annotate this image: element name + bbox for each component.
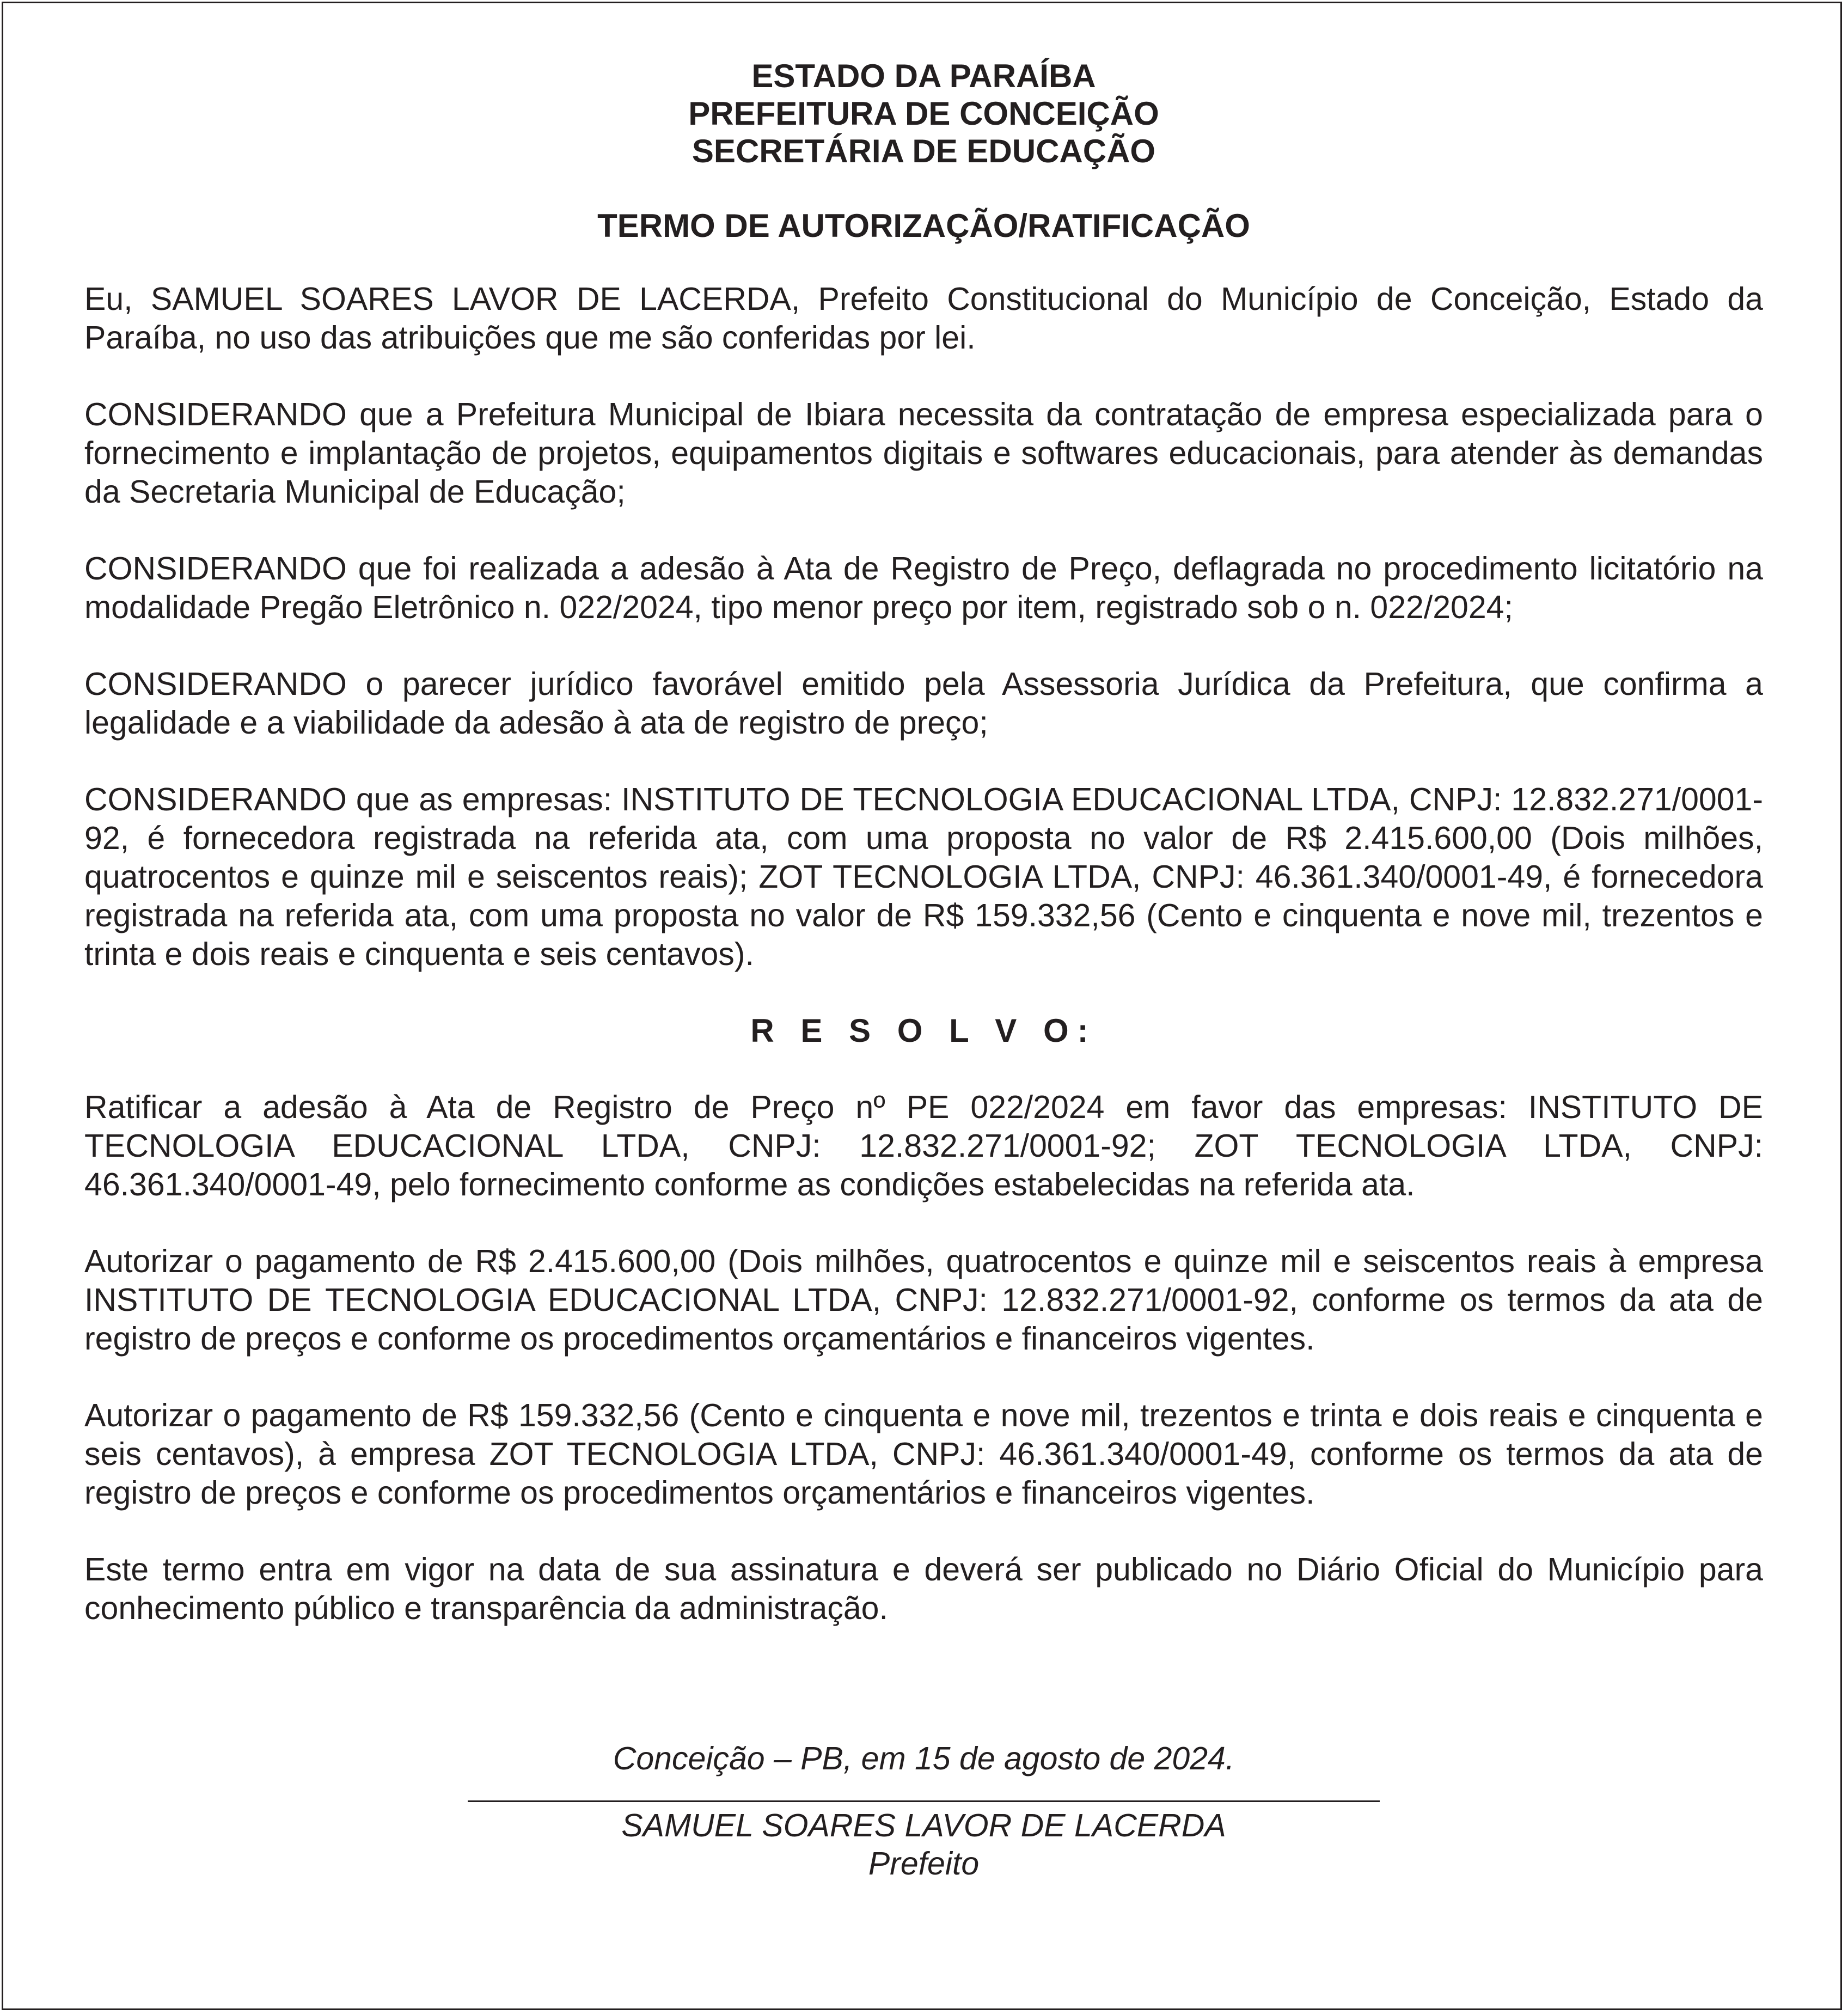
signer-role: Prefeito xyxy=(868,1846,980,1882)
header-secretariat: SECRETÁRIA DE EDUCAÇÃO xyxy=(692,133,1156,169)
document-title: TERMO DE AUTORIZAÇÃO/RATIFICAÇÃO xyxy=(597,207,1250,244)
intro-paragraph: Eu, SAMUEL SOARES LAVOR DE LACERDA, Prefeito Constitucional do Município de Conceição, Estado da Paraíba, no uso das atribuições que me são conferidas por lei. xyxy=(84,281,1763,356)
considerando-paragraph-1: CONSIDERANDO que a Prefeitura Municipal de Ibiara necessita da contratação de empresa especializada para o fornecimento e implantação de projetos, equipamentos digitais e softwares educacionais, para atender às demandas da Secretaria Municipal de Educação; xyxy=(84,396,1763,510)
considerando-paragraph-4: CONSIDERANDO que as empresas: INSTITUTO DE TECNOLOGIA EDUCACIONAL LTDA, CNPJ: 12.832.271/0001-92, é fornecedora registrada na referida ata, com uma proposta no valor de R$ 2.415.600,00 (Dois milhões, quatrocentos e quinze mil e seiscentos reais); ZOT TECNOLOGIA LTDA, CNPJ: 46.361.340/0001-49, é fornecedora registrada na referida ata, com uma proposta no valor de R$ 159.332,56 (Cento e cinquenta e nove mil, trezentos e trinta e dois reais e cinquenta e seis centavos). xyxy=(84,781,1763,972)
considerando-paragraph-3: CONSIDERANDO o parecer jurídico favorável emitido pela Assessoria Jurídica da Prefeitura, que confirma a legalidade e a viabilidade da adesão à ata de registro de preço; xyxy=(84,666,1763,741)
considerando-paragraph-2: CONSIDERANDO que foi realizada a adesão à Ata de Registro de Preço, deflagrada no procedimento licitatório na modalidade Pregão Eletrônico n. 022/2024, tipo menor preço por item, registrado sob o n. 022/2024; xyxy=(84,551,1763,625)
resolution-paragraph-4: Este termo entra em vigor na data de sua assinatura e deverá ser publicado no Diário Oficial do Município para conhecimento público e transparência da administração. xyxy=(84,1552,1763,1626)
signer-name: SAMUEL SOARES LAVOR DE LACERDA xyxy=(621,1808,1226,1843)
resolution-paragraph-1: Ratificar a adesão à Ata de Registro de Preço nº PE 022/2024 em favor das empresas: INSTITUTO DE TECNOLOGIA EDUCACIONAL LTDA, CNPJ: 12.832.271/0001-92; ZOT TECNOLOGIA LTDA, CNPJ: 46.361.340/0001-49, pelo fornecimento conforme as condições estabelecidas na referida ata. xyxy=(84,1089,1763,1202)
signature-line xyxy=(468,1800,1380,1802)
document-body xyxy=(84,57,1763,1883)
document-header xyxy=(84,57,1763,170)
resolution-paragraph-3: Autorizar o pagamento de R$ 159.332,56 (Cento e cinquenta e nove mil, trezentos e trinta e dois reais e cinquenta e seis centavos), à empresa ZOT TECNOLOGIA LTDA, CNPJ: 46.361.340/0001-49, conforme os termos da ata de registro de preços e conforme os procedimentos orçamentários e financeiros vigentes. xyxy=(84,1397,1763,1511)
resolvo-heading: R E S O L V O: xyxy=(750,1012,1097,1049)
header-state: ESTADO DA PARAÍBA xyxy=(751,58,1096,94)
header-city-hall: PREFEITURA DE CONCEIÇÃO xyxy=(688,95,1159,132)
resolution-paragraph-2: Autorizar o pagamento de R$ 2.415.600,00 (Dois milhões, quatrocentos e quinze mil e seiscentos reais à empresa INSTITUTO DE TECNOLOGIA EDUCACIONAL LTDA, CNPJ: 12.832.271/0001-92, conforme os termos da ata de registro de preços e conforme os procedimentos orçamentários e financeiros vigentes. xyxy=(84,1243,1763,1357)
place-and-date: Conceição – PB, em 15 de agosto de 2024. xyxy=(613,1741,1235,1776)
